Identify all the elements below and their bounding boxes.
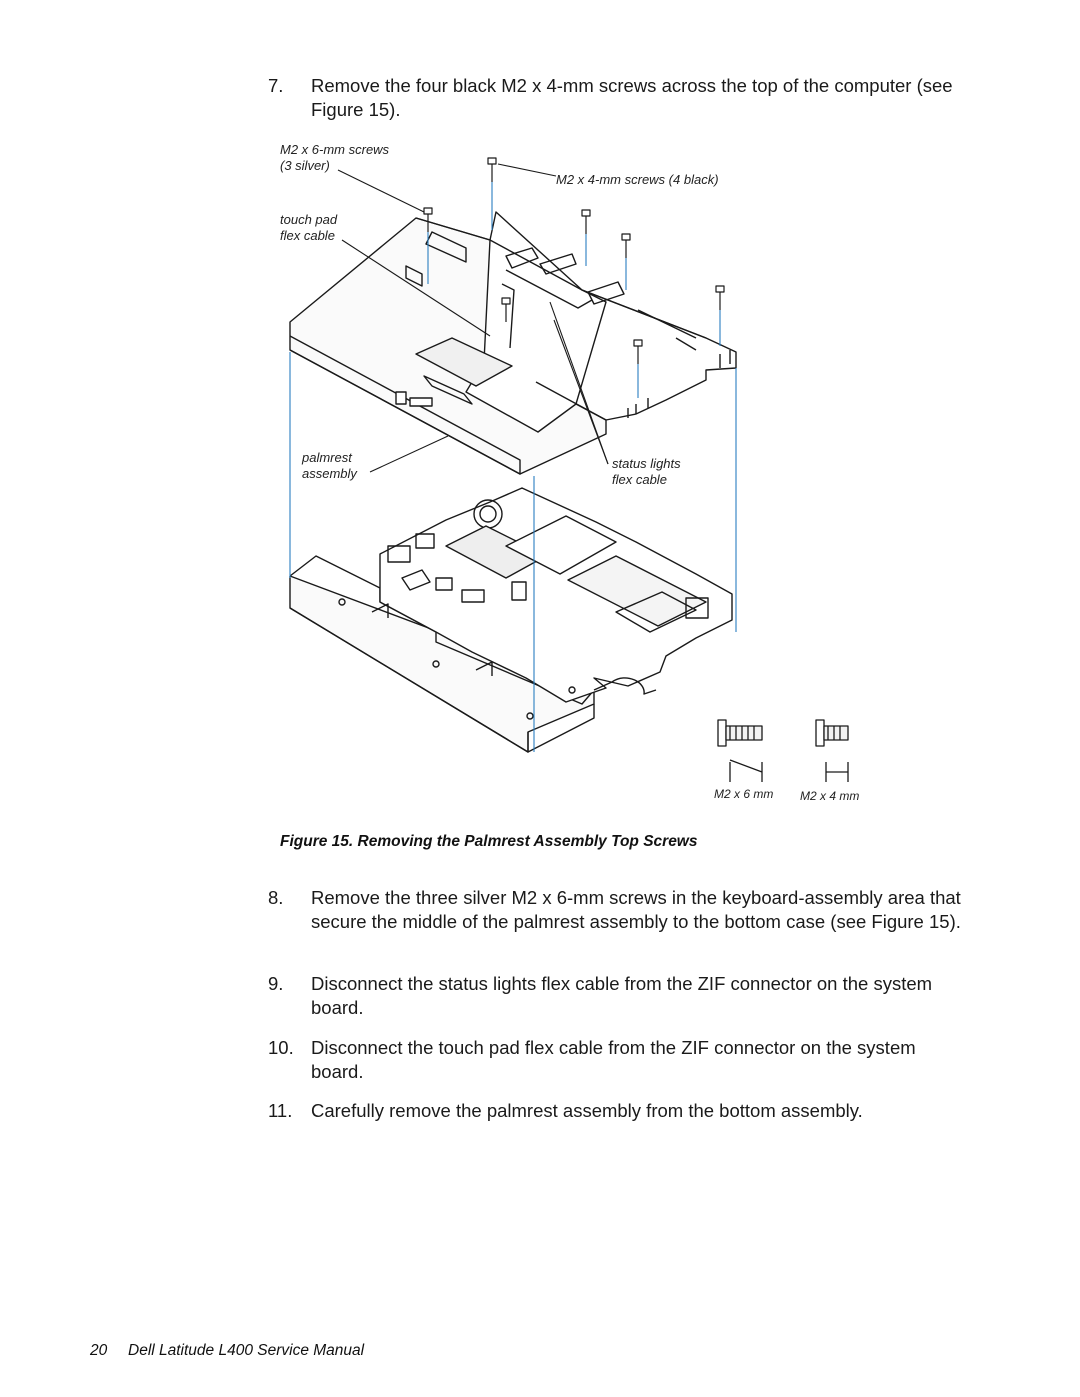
step-number: 11. [268, 1100, 293, 1121]
exploded-view-illustration [276, 142, 896, 812]
callout-m2x6-screws: M2 x 6-mm screws (3 silver) [280, 142, 390, 173]
palmrest-assembly-drawing [290, 212, 736, 474]
step-number: 10. [268, 1037, 294, 1058]
figure-15 [276, 142, 896, 812]
step-text: Remove the four black M2 x 4-mm screws across the top of the computer (see Figure 15). [311, 75, 953, 120]
label-scale-4mm: M2 x 4 mm [800, 789, 860, 803]
label-scale-6mm: M2 x 6 mm [714, 787, 774, 801]
step-number: 9. [268, 973, 284, 994]
step-text: Disconnect the touch pad flex cable from the ZIF connector on the system board. [311, 1037, 916, 1082]
step-text: Disconnect the status lights flex cable from the ZIF connector on the system board. [311, 973, 933, 1018]
step-number: 7. [268, 75, 284, 96]
callout-m2x4-screws: M2 x 4-mm screws (4 black) [556, 172, 719, 187]
step-text: Carefully remove the palmrest assembly from the bottom assembly. [311, 1100, 863, 1121]
step-text: Remove the three silver M2 x 6-mm screws in the keyboard-assembly area that secure the middle of the palmrest assembly to the bottom case (see Figure 15). [311, 887, 961, 932]
callout-touchpad-flex-cable: touch pad flex cable [280, 212, 338, 243]
manual-title: Dell Latitude L400 Service Manual [128, 1342, 365, 1359]
bottom-assembly-drawing [290, 488, 732, 752]
figure-caption: Figure 15. Removing the Palmrest Assembly Top Screws [280, 833, 698, 850]
step-number: 8. [268, 887, 284, 908]
screw-scale-drawings [718, 720, 848, 782]
page-number: 20 [90, 1342, 108, 1359]
callout-status-lights-flex-cable: status lights flex cable [612, 456, 681, 487]
callout-palmrest-assembly: palmrest assembly [302, 450, 357, 481]
